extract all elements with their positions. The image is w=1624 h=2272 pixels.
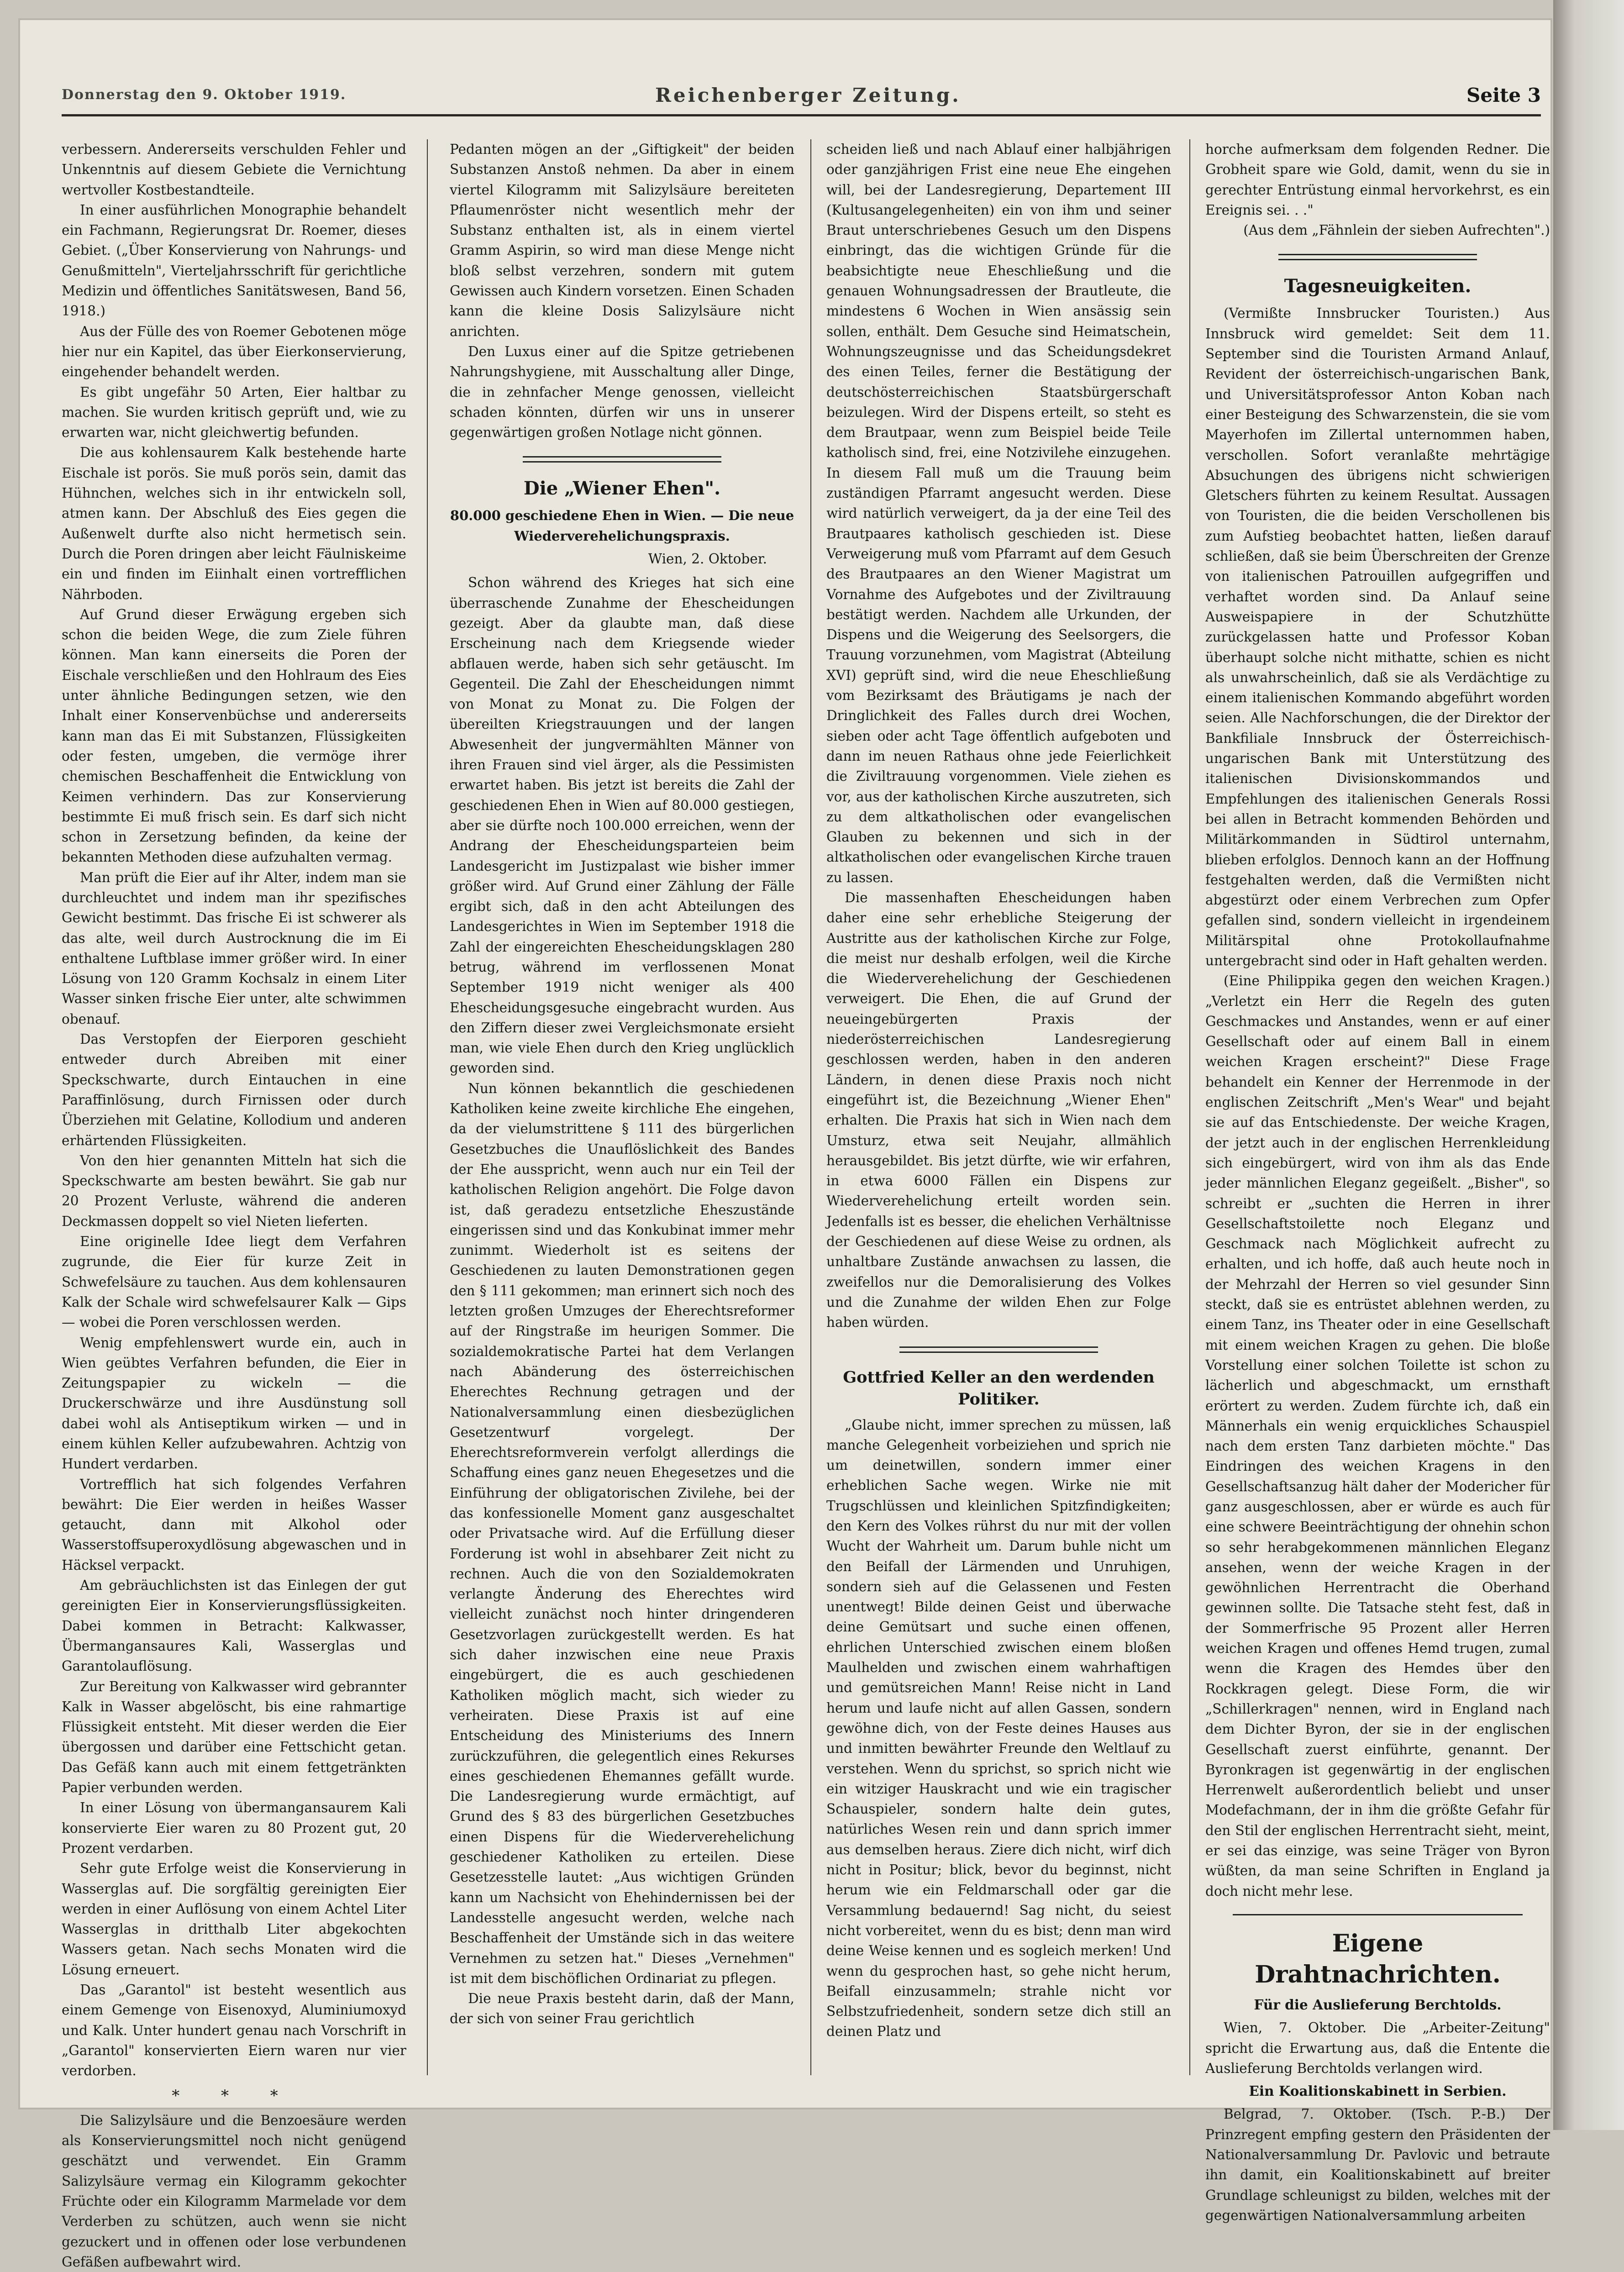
paragraph: Von den hier genannten Mitteln hat sich die Speckschwarte am besten bewährt. Sie gab nur 20 Prozent Verluste, während die anderen Deckmassen doppelt so viel Nieten lieferten. [62, 1152, 406, 1229]
paragraph: Eine originelle Idee liegt dem Verfahren zugrunde, die Eier für kurze Zeit in Schwefelsäure zu tauchen. Aus dem kohlensauren Kalk der Schale wird schwefelsaurer Kalk — Gips — wobei die Poren verschlossen werden. [62, 1234, 406, 1331]
paragraph: scheiden ließ und nach Ablauf einer halbjährigen oder ganzjährigen Frist eine neue Ehe eingehen will, bei der Landesregierung, Departement III (Kultusangelegenheiten) ein von ihm und seiner Braut unterschriebenes Gesuch um den Dispens einbringt, das die wichtigen Gründe für die beabsichtigte neue Eheschließung und die genauen Wohnungsadressen der Brautleute, die mindestens 6 Wochen in Wien ansässig sein sollen, enthält. Dem Gesuche sind Heimatschein, Wohnungszeugnisse und das Scheidungsdekret des einen Teiles, ferner die Bestätigung der deutschösterreichischen Staatsbürgerschaft beizulegen. Wird der Dispens erteilt, so steht es dem Brautpaar, wenn zum Beispiel beide Teile katholisch sind, frei, eine Notzivilehe einzugehen. In diesem Fall muß um die Trauung beim zuständigen Pfarramt angesucht werden. Diese wird natürlich verweigert, da ja der eine Teil des Brautpaares katholisch geschieden ist. Diese Verweigerung muß vom Pfarramt auf dem Gesuch des Brautpaares an den Wiener Magistrat um Vornahme des Aufgebotes und der Ziviltrauung bestätigt werden. Nachdem alle Urkunden, der Dispens und die Weigerung des Seelsorgers, die Trauung vorzunehmen, vom Magistrat (Abteilung XVI) geprüft sind, wird die neue Eheschließung vom Bezirksamt des Bräutigams je nach der Dringlichkeit des Falles durch drei Wochen, sieben oder acht Tage öffentlich aufgeboten und dann im neuen Rathaus ohne jede Feierlichkeit die Ziviltrauung vorgenommen. Viele ziehen es vor, aus der katholischen Kirche auszutreten, sich zu dem altkatholischen oder evangelischen Glauben zu bekennen und sich in der altkatholischen oder evangelischen Kirche trauen zu lassen. [826, 142, 1171, 885]
paragraph: Wenig empfehlenswert wurde ein, auch in Wien geübtes Verfahren befunden, die Eier in Zeitungspapier zu wickeln — die Druckerschwärze und ihre Ausdünstung soll dabei wohl als Antiseptikum wirken — und in einem kühlen Keller aufzubewahren. Achtzig von Hundert verdarben. [62, 1335, 406, 1472]
paragraph: verbessern. Andererseits verschulden Fehler und Unkenntnis auf diesem Gebiete die Vernichtung wertvoller Kostbestandteile. [62, 142, 406, 198]
column-1 [62, 139, 406, 2270]
paragraph: Das „Garantol" ist besteht wesentlich aus einem Gemenge von Eisenoxyd, Aluminiumoxyd und Kalk. Unter hundert genau nach Vorschrift in „Garantol" konservierten Eiern waren nur vier verdorben. [62, 1982, 406, 2079]
column-2 [450, 139, 794, 2075]
paragraph: In einer ausführlichen Monographie behandelt ein Fachmann, Regierungsrat Dr. Roemer, dieses Gebiet. („Über Konservierung von Nahrungs- und Genußmitteln", Vierteljahrsschrift für gerichtliche Medizin und öffentliches Sanitätswesen, Band 56, 1918.) [62, 202, 406, 319]
paragraph: Schon während des Krieges hat sich eine überraschende Zunahme der Ehescheidungen gezeigt. Aber da glaubte man, daß diese Erscheinung nach dem Kriegsende wieder abflauen werde, haben sich sehr getäuscht. Im Gegenteil. Die Zahl der Ehescheidungen nimmt von Monat zu Monat zu. Die Folgen der übereilten Kriegstrauungen und der langen Abwesenheit der jungvermählten Männer von ihren Frauen sind viel ärger, als die Pessimisten erwartet haben. Bis jetzt ist bereits die Zahl der geschiedenen Ehen in Wien auf 80.000 gestiegen, aber sie dürfte noch 100.000 erreichen, wenn der Andrang der Ehescheidungsparteien beim Landesgericht im Justizpalast wie bisher immer größer wird. Auf Grund einer Zählung der Fälle ergibt sich, daß in den acht Abteilungen des Landesgerichtes in Wien im September 1918 die Zahl der eingereichten Ehescheidungsklagen 280 betrug, während im verflossenen Monat September 1919 nicht weniger als 400 Ehescheidungsgesuche eingebracht wurden. Aus den Ziffern dieser zwei Vergleichsmonate ersieht man, wie viele Ehen durch den Krieg unglücklich geworden sind. [450, 575, 794, 1076]
paragraph: Zur Bereitung von Kalkwasser wird gebrannter Kalk in Wasser abgelöscht, bis eine rahmartige Flüssigkeit entsteht. Mit dieser werden die Eier übergossen und darüber eine Fettschicht getan. Das Gefäß kann auch mit einem fettgetränkten Papier verbunden werden. [62, 1678, 406, 1796]
paragraph: Belgrad, 7. Oktober. (Tsch. P.-B.) Der Prinzregent empfing gestern den Präsidenten der Nationalversammlung Dr. Pavlovic und betraute ihn damit, ein Koalitionskabinett auf breiter Grundlage schleunigst zu bilden, welches mit der gegenwärtigen Nationalversammlung arbeiten [1205, 2106, 1550, 2223]
news-subheadline: Ein Koalitionskabinett in Serbien. [1249, 2083, 1507, 2099]
paragraph: Das Verstopfen der Eierporen geschieht entweder durch Abreiben mit einer Speckschwarte, durch Eintauchen in eine Paraffinlösung, durch Firnissen oder durch Überziehen mit Gelatine, Kollodium und anderen erhärtenden Flüssigkeiten. [62, 1031, 406, 1148]
paragraph: Die Salizylsäure und die Benzoesäure werden als Konservierungsmittel noch nicht genügend geschätzt und verwendet. Ein Gramm Salizylsäure vermag ein Kilogramm gekochter Früchte oder ein Kilogramm Marmelade vor dem Verderben zu schützen, auch wenn sie nicht gezuckert und in offenen oder lose verbundenen Gefäßen aufbewahrt wird. [62, 2112, 406, 2270]
paragraph: Die neue Praxis besteht darin, daß der Mann, der sich von seiner Frau gerichtlich [450, 1991, 794, 2027]
page-number: Seite 3 [1466, 84, 1541, 106]
column-rule [810, 139, 811, 2075]
article-divider [523, 456, 721, 463]
paragraph: horche aufmerksam dem folgenden Redner. Die Grobheit spare wie Gold, damit, wenn du sie in gerechter Entrüstung einmal hervorkehrst, es ein Ereignis sei. . ." [1205, 142, 1550, 218]
column-3 [826, 139, 1171, 2075]
paragraph: Pedanten mögen an der „Giftigkeit" der beiden Substanzen Anstoß nehmen. Da aber in einem viertel Kilogramm mit Salizylsäure bereiteten Pflaumenröster nicht wesentlich mehr der Substanz enthalten ist, als in einem viertel Gramm Aspirin, so wird man diese Menge nicht bloß selbst verzehren, sondern mit gutem Gewissen auch Kindern vorsetzen. Einen Schaden kann die kleine Dosis Salizylsäure nicht anrichten. [450, 142, 794, 339]
column-rule [1189, 139, 1190, 2075]
paragraph: (Aus dem „Fähnlein der sieben Aufrechten".) [1243, 222, 1550, 238]
paragraph: Man prüft die Eier auf ihr Alter, indem man sie durchleuchtet und indem man ihr spezifisches Gewicht bestimmt. Das frische Ei ist schwerer als das alte, weil durch Austrocknung die im Ei enthaltene Luftblase immer größer wird. In einer Lösung von 120 Gramm Kochsalz in einem Liter Wasser sinken frische Eier unter, alte schwimmen obenauf. [62, 869, 406, 1027]
paragraph: Sehr gute Erfolge weist die Konservierung in Wasserglas auf. Die sorgfältig gereinigten Eier werden in einer Auflösung von einem Achtel Liter Wasserglas in dritthalb Liter abgekochten Wassers getan. Nach sechs Monaten wird die Lösung erneuert. [62, 1861, 406, 1977]
section-headline: Eigene Drahtnachrichten. [1255, 1929, 1501, 1988]
paragraph: Aus der Fülle des von Roemer Gebotenen möge hier nur ein Kapitel, das über Eierkonservierung, eingehender behandelt werden. [62, 323, 406, 380]
paragraph: Nun können bekanntlich die geschiedenen Katholiken keine zweite kirchliche Ehe eingehen, da der vielumstrittene § 111 des bürgerlichen Gesetzbuches die Unauflöslichkeit des Bandes der Ehe ausspricht, wenn auch nur ein Teil der katholischen Religion angehört. Die Folge davon ist, daß geradezu entsetzliche Eheszustände eingerissen sind und das Konkubinat immer mehr zunimmt. Wiederholt ist es seitens der Geschiedenen zu lauten Demonstrationen gegen den § 111 gekommen; man erinnert sich noch des letzten großen Umzuges der Eherechtsreformer auf der Ringstraße im heurigen Sommer. Die sozialdemokratische Partei hat dem Verlangen nach Abänderung des österreichischen Eherechtes Rechnung getragen und der Nationalversammlung einen diesbezüglichen Gesetzentwurf vorgelegt. Der Eherechtsreformverein verfolgt allerdings die Schaffung eines ganz neuen Ehegesetzes und die Einführung der obligatorischen Zivilehe, bei der das konfessionelle Moment ganz ausgeschaltet oder Privatsache wird. Auf die Erfüllung dieser Forderung ist wohl in absehbarer Zeit nicht zu rechnen. Auch die von den Sozialdemokraten verlangte Änderung des Eherechtes wird vielleicht zunächst noch hinter dringenderen Gesetzvorlagen zurückgestellt werden. Es hat sich daher inzwischen eine neue Praxis eingebürgert, die es auch geschiedenen Katholiken möglich macht, sich wieder zu verheiraten. Diese Praxis ist auf eine Entscheidung des Ministeriums des Innern zurückzuführen, die gelegentlich eines Rekurses eines geschiedenen Ehemannes gefällt wurde. Die Landesregierung wurde ermächtigt, auf Grund des § 83 des bürgerlichen Gesetzbuches einen Dispens für die Wiederverehelichung geschiedener Katholiken zu erteilen. Diese Gesetzesstelle lautet: „Aus wichtigen Gründen kann um Nachsicht von Ehehindernissen bei der Landesstelle angesucht werden, welche nach Beschaffenheit der Umstände sich in das weitere Vernehmen zu setzen hat." Dieses „Vernehmen" ist mit dem bischöflichen Ordinariat zu pflegen. [450, 1080, 794, 1986]
paragraph: Die massenhaften Ehescheidungen haben daher eine sehr erhebliche Steigerung der Austritte aus der katholischen Kirche zur Folge, die meist nur deshalb erfolgen, weil die Kirche die Wiederverehelichung der Geschiedenen verweigert. Die Ehen, die auf Grund der neueingebürgerten Praxis der niederösterreichischen Landesregierung geschlossen werden, haben in den anderen Ländern, in denen diese Praxis noch nicht eingeführt ist, die Bezeichnung „Wiener Ehen" erhalten. Die Praxis hat sich in Wien nach dem Umsturz, etwa seit Neujahr, allmählich herausgebildet. Bis jetzt dürfte, wie wir erfahren, in etwa 6000 Fällen ein Dispens zur Wiederverehelichung erteilt worden sein. Jedenfalls ist es besser, die ehelichen Verhältnisse der Geschiedenen auf diese Weise zu ordnen, als unhaltbare Zustände anwachsen zu lassen, die zweifellos nur die Demoralisierung des Volkes und die Zunahme der wilden Ehen zur Folge haben würden. [826, 889, 1171, 1331]
news-subheadline: Für die Auslieferung Berchtolds. [1254, 1996, 1502, 2013]
masthead-date: Donnerstag den 9. Oktober 1919. [62, 87, 347, 103]
article-divider [1233, 1914, 1523, 1915]
paragraph: Vortrefflich hat sich folgendes Verfahren bewährt: Die Eier werden in heißes Wasser getaucht, dann mit Alkohol oder Wasserstoffsuperoxydlösung abgewaschen und in Häcksel verpackt. [62, 1476, 406, 1573]
paragraph: „Glaube nicht, immer sprechen zu müssen, laß manche Gelegenheit vorbeiziehen und sprich nie um deinetwillen, sondern immer einer erheblichen Sache wegen. Wirke nie mit Trugschlüssen und kleinlichen Spitzfindigkeiten; den Kern des Volkes rührst du nur mit der vollen Wucht der Wahrheit um. Darum buhle nicht um den Beifall der Lärmenden und Unruhigen, sondern sieh auf die Gelassenen und Festen unentwegt! Bilde deinen Geist und überwache deine Gemütsart und suche einen offenen, ehrlichen Unterschied zwischen einem bloßen Maulhelden und zwischen einem wahrhaftigen und gemütsreichen Mann! Reise nicht in Land herum und laufe nicht auf allen Gassen, sondern gewöhne dich, von der Feste deines Hauses aus und inmitten bewährter Freunde den Weltlauf zu verstehen. Wenn du sprichst, so sprich nicht wie ein witziger Hauskracht und wie ein tragischer Schauspieler, sondern halte dein gutes, natürliches Wesen rein und dann sprich immer aus demselben heraus. Ziere dich nicht, wirf dich nicht in Positur; blick, bevor du beginnst, nicht herum wie ein Feldmarschall oder gar die Versammlung bedauernd! Sag nicht, du seiest nicht vorbereitet, wenn du es bist; denn man wird deine Weise kennen und es sogleich merken! Und wenn du gesprochen hast, so gehe nicht herum, Beifall einzusammeln; strahle nicht vor Selbstzufriedenheit, sondern setze dich still an deinen Platz und [826, 1417, 1171, 2040]
article-headline: Die „Wiener Ehen". [523, 478, 721, 500]
masthead-title: Reichenberger Zeitung. [655, 84, 961, 106]
article-divider [899, 1346, 1098, 1353]
paragraph: Es gibt ungefähr 50 Arten, Eier haltbar zu machen. Sie wurden kritisch geprüft und, wie zu erwarten war, nicht gleichwertig befunden. [62, 384, 406, 441]
paragraph: (Vermißte Innsbrucker Touristen.) Aus Innsbruck wird gemeldet: Seit dem 11. September sind die Touristen Armand Anlauf, Revident der österreichisch-ungarischen Bank, und Universitätsprofessor Anton Koban nach einer Besteigung des Schwarzenstein, die sie vom Mayerhofen im Zillertal unternommen haben, verschollen. Sofort veranlaßte mehrtägige Absuchungen des übrigens nicht schwierigen Gletschers führten zu keinem Resultat. Aussagen von Touristen, die die beiden Verschollenen bis zum Aufstieg beobachtet hatten, ließen darauf schließen, daß sie beim Überschreiten der Grenze von italienischen Patrouillen aufgegriffen und verhaftet worden sind. Da Anlauf seine Ausweispapiere in der Schutzhütte zurückgelassen hatte und Professor Koban überhaupt solche nicht mithatte, schien es nicht als unwahrscheinlich, daß sie als Verdächtige zu einem italienischen Kommando abgeführt worden seien. Alle Nachforschungen, die der Direktor der Bankfiliale Innsbruck der Österreichisch-ungarischen Bank mit Unterstützung des italienischen Divisionskommandos und Empfehlungen des italienischen Generals Rossi bei allen in Betracht kommenden Behörden und Militärkommanden in Südtirol unternahm, blieben erfolglos. Dennoch kann an der Hoffnung festgehalten werden, daß die Vermißten nicht abgestürzt oder einem Verbrechen zum Opfer gefallen sind, sondern vielleicht in irgendeinem Militärspital ohne Protokollaufnahme untergebracht sind oder in Haft gehalten werden. [1205, 305, 1550, 968]
paragraph: Die aus kohlensaurem Kalk bestehende harte Eischale ist porös. Sie muß porös sein, damit das Hühnchen, welches sich in ihr entwickeln soll, atmen kann. Der Abschluß des Eies gegen die Außenwelt durfte also nicht hermetisch sein. Durch die Poren dringen aber leicht Fäulniskeime ein und finden im Eiinhalt einen vortrefflichen Nährboden. [62, 445, 406, 602]
paragraph: In einer Lösung von übermangansaurem Kali konservierte Eier waren zu 80 Prozent gut, 20 Prozent verdarben. [62, 1800, 406, 1856]
article-divider [1278, 254, 1477, 260]
paragraph: Auf Grund dieser Erwägung ergeben sich schon die beiden Wege, die zum Ziele führen können. Man kann einerseits die Poren der Eischale verschließen und den Hohlraum des Eies unter ähnliche Bedingungen setzen, wie den Inhalt einer Konservenbüchse und andererseits kann man das Ei mit Substanzen, Flüssigkeiten oder festen, umgeben, die vermöge ihrer chemischen Beschaffenheit die Entwicklung von Keimen verhindern. Das zur Konservierung bestimmte Ei muß frisch sein. Es darf sich nicht schon in Zersetzung befinden, da keine der bekannten Methoden diese aufzuhalten vermag. [62, 606, 406, 865]
masthead [62, 84, 1541, 116]
page-edge-shadow [1553, 0, 1624, 2130]
section-separator: * * * [172, 2086, 296, 2105]
column-4 [1205, 139, 1550, 2223]
column-rule [427, 139, 428, 2075]
dateline: Wien, 2. Oktober. [648, 551, 767, 567]
paragraph: (Eine Philippika gegen den weichen Kragen.) „Verletzt ein Herr die Regeln des guten Geschmackes und Anstandes, wenn er auf einer Gesellschaft oder auf einem Ball in einem weichen Kragen erscheint?" Diese Frage behandelt ein Kenner der Herrenmode in der englischen Zeitschrift „Men's Wear" und bejaht sie auf das Entschiedenste. Der weiche Kragen, der jetzt auch in der englischen Herrenkleidung sich eingebürgert, wird von ihm als das Ende jeder männlichen Eleganz gegeißelt. „Bisher", so schreibt er „suchten die Herren in ihrer Gesellschaftstoilette noch Eleganz und Geschmack nach Möglichkeit aufrecht zu erhalten, und ich hoffe, daß auch heute noch in der Mehrzahl der Herren so viel gesunder Sinn steckt, daß sie es entrüstet ablehnen werden, zu einem Tanz, ins Theater oder in eine Gesellschaft mit einem weichen Kragen zu gehen. Die bloße Vorstellung einer solchen Toilette ist schon zu lächerlich und abgeschmackt, um ernsthaft erörtert zu werden. Zudem fürchte ich, daß ein Männerhals ein wenig erquickliches Schauspiel nach dem ersten Tanz darbieten möchte." Das Eindringen des weichen Kragens in den Gesellschaftsanzug hält daher der Modericher für ganz ausgeschlossen, aber er würde es auch für eine schwere Beeinträchtigung der ohnehin schon so sehr herabgekommenen männlichen Eleganz ansehen, wenn der weiche Kragen in der gewöhnlichen Herrentracht die Oberhand gewinnen sollte. Die Tatsache steht fest, daß in der Sommerfrische 95 Prozent aller Herren weichen Kragen und offenes Hemd trugen, zumal wenn die Kragen des Hemdes über den Rockkragen gelegt. Diese Form, die wir „Schillerkragen" nennen, wird in England nach dem Dichter Byron, der sie in der englischen Gesellschaft zuerst einführte, genannt. Der Byronkragen ist gegenwärtig in der englischen Herrenwelt außerordentlich beliebt und unser Modefachmann, der in ihm die größte Gefahr für den Stil der englischen Herrentracht sieht, meint, er sei das einzige, was seine Träger von Byron wüßten, da man seine Schriften in England ja doch nicht mehr lese. [1205, 973, 1550, 1899]
article-headline: Gottfried Keller an den werdenden Politiker. [843, 1367, 1155, 1409]
newspaper-page [18, 18, 1552, 2270]
paragraph: Wien, 7. Oktober. Die „Arbeiter-Zeitung" spricht die Erwartung aus, daß die Entente die Auslieferung Berchtolds verlangen wird. [1205, 2020, 1550, 2076]
section-headline: Tagesneuigkeiten. [1284, 275, 1472, 297]
paragraph: Den Luxus einer auf die Spitze getriebenen Nahrungshygiene, mit Ausschaltung aller Dinge, die in zehnfacher Menge genossen, vielleicht schaden könnten, dürfen wir uns in unserer gegenwärtigen großen Notlage nicht gönnen. [450, 343, 794, 441]
paragraph: Am gebräuchlichsten ist das Einlegen der gut gereinigten Eier in Konservierungsflüssigkeiten. Dabei kommen in Betracht: Kalkwasser, Übermangansaures Kali, Wasserglas und Garantolauflösung. [62, 1578, 406, 1674]
article-subheadline: 80.000 geschiedene Ehen in Wien. — Die neue Wiederverehelichungspraxis. [450, 508, 794, 544]
